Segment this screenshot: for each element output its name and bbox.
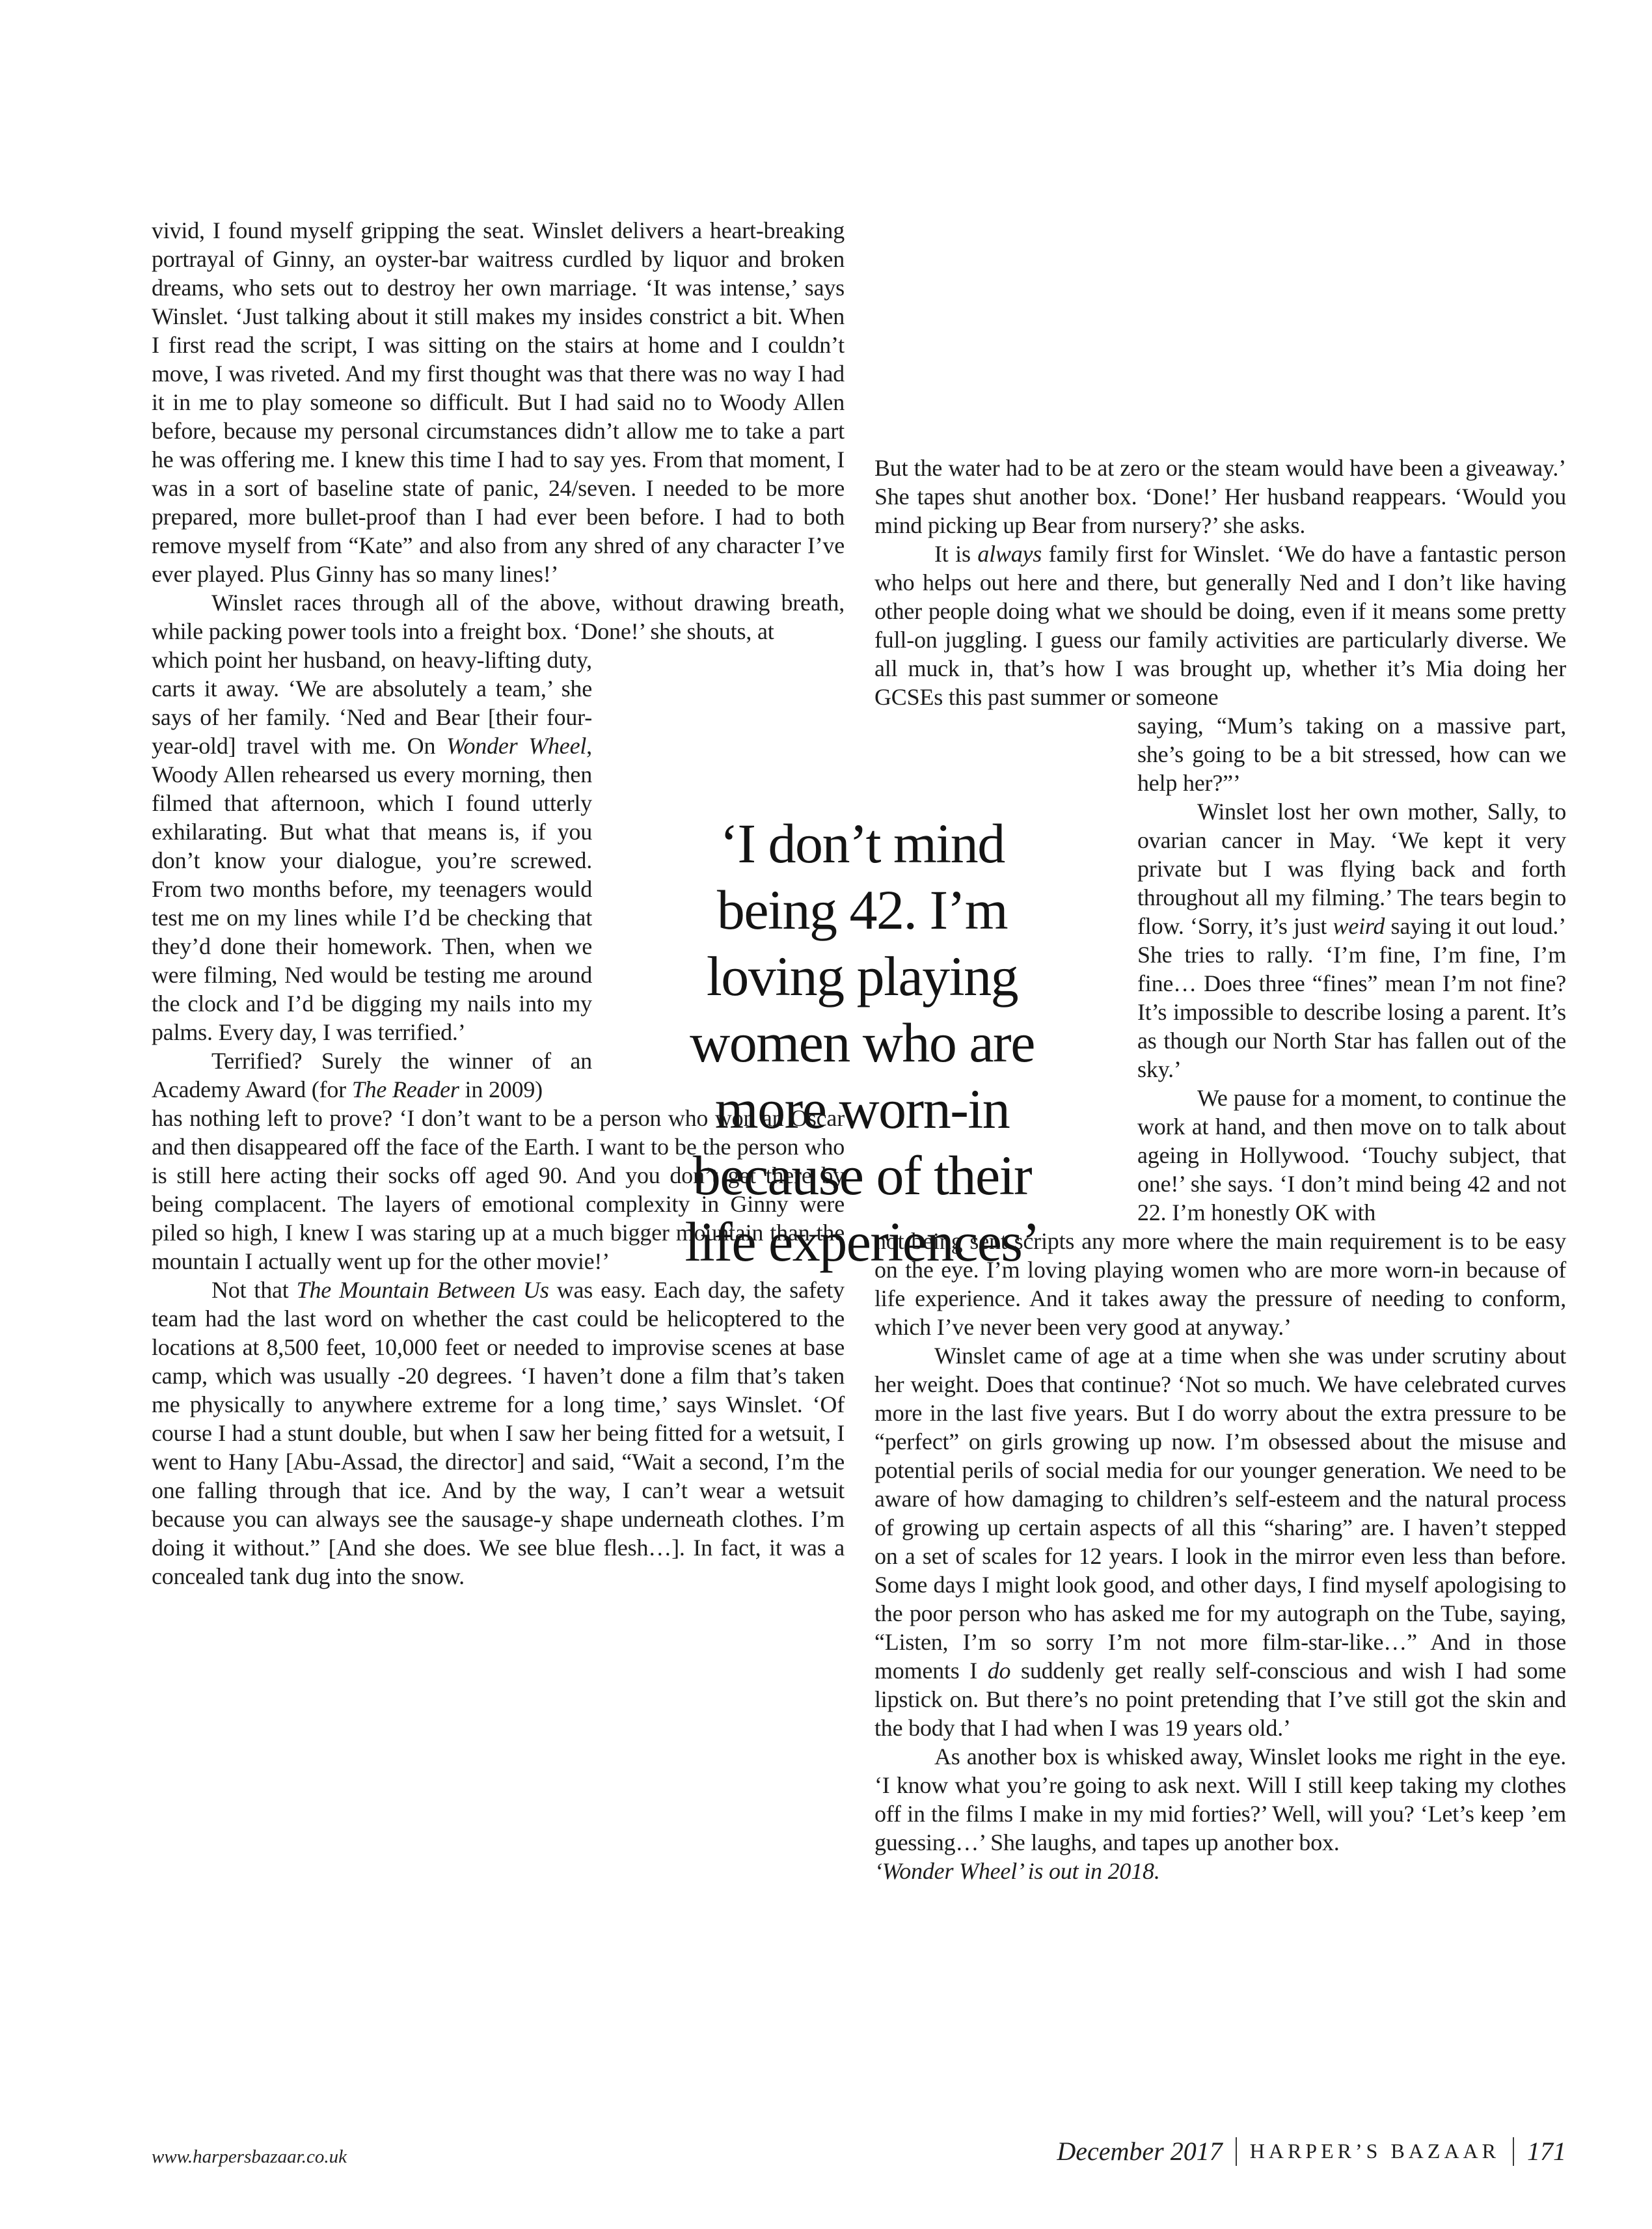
paragraph xyxy=(152,1276,845,1591)
text-run: weird xyxy=(1333,913,1385,939)
right-column-top-block xyxy=(874,454,1566,711)
paragraph xyxy=(152,646,592,1046)
text-run: which point her husband, on heavy-lifting duty, carts it away. ‘We are absolutely a team,’ she says of her family. ‘Ned and Bear [their four-year-old] travel with me. On xyxy=(152,647,592,759)
pull-quote-line: being 42. I’m xyxy=(716,879,1008,941)
text-run: Wonder Wheel xyxy=(446,733,587,759)
paragraph xyxy=(874,454,1566,540)
footer-date: December 2017 xyxy=(1057,2137,1223,2166)
text-run: saying, “Mum’s taking on a massive part, she’s going to be a bit stressed, how can we help her?”’ xyxy=(1137,713,1566,796)
text-run: in 2009) xyxy=(459,1076,543,1102)
footer-separator xyxy=(1236,2137,1237,2166)
text-run: saying it out loud.’ She tries to rally. ‘I’m fine, I’m fine, I’m fine… Does three “fines” mean I’m not fine? It’s impossible to describe losing a parent. It’s as though our North Star has fallen out of the sky.’ xyxy=(1137,913,1566,1082)
left-column-narrow-block xyxy=(152,646,592,1104)
text-run: We pause for a moment, to continue the work at hand, and then move on to talk about ageing in Hollywood. ‘Touchy subject, that one!’ she says. ‘I don’t mind being 42 and not 22. I’m honestly OK with xyxy=(1137,1085,1566,1225)
paragraph xyxy=(874,1341,1566,1742)
text-run: was easy. Each day, the safety team had the last word on whether the cast could be helicoptered to the locations at 8,500 feet, 10,000 feet or needed to improvise scenes at base camp, which was usually -20 degrees. ‘I haven’t done a film that’s taken me physically to anywhere extreme for a long time,’ says Winslet. ‘Of course I had a stunt double, but when I saw her being fitted for a wetsuit, I went to Hany [Abu-Assad, the director] and said, “Wait a second, I’m the one falling through that ice. And by the way, I can’t wear a wetsuit because you can always see the sausage-y shape underneath clothes. I’m doing it without.” [And she does. We see blue flesh…]. In fact, it was a concealed tank dug into the snow. xyxy=(152,1277,845,1589)
text-run: family first for Winslet. ‘We do have a fantastic person who helps out here and there, but generally Ned and I don’t like having other people doing what we should be doing, even if it means some pretty full-on juggling. I guess our family activities are particularly diverse. We all muck in, that’s how I was brought up, whether it’s Mia doing her GCSEs this past summer or someone xyxy=(874,541,1566,710)
pull-quote-line: loving playing xyxy=(706,945,1018,1007)
paragraph xyxy=(1137,711,1566,797)
text-run: suddenly get really self-conscious and wish I had some lipstick on. But there’s no point pretending that I’ve still got the skin and the body that I had when I was 19 years old.’ xyxy=(874,1658,1567,1741)
pull-quote xyxy=(642,810,1082,1275)
footer-separator xyxy=(1513,2137,1514,2166)
text-run: As another box is whisked away, Winslet looks me right in the eye. ‘I know what you’re going to ask next. Will I still keep taking my clothes off in the films I make in my mid forties?’ Well, will you? ‘Let’s keep ’em guessing…’ She laughs, and tapes up another box. xyxy=(874,1744,1566,1855)
paragraph xyxy=(874,540,1566,711)
text-run: Terrified? Surely the winner of an Academy Award (for xyxy=(152,1048,592,1102)
text-run: ‘Wonder Wheel’ is out in 2018. xyxy=(874,1858,1160,1884)
text-run: always xyxy=(977,541,1042,567)
footer-credit xyxy=(1057,2136,1566,2167)
text-run: But the water had to be at zero or the steam would have been a giveaway.’ She tapes shut another box. ‘Done!’ Her husband reappears. ‘Would you mind picking up Bear from nursery?’ she asks. xyxy=(874,455,1566,538)
footer-site-url: www.harpersbazaar.co.uk xyxy=(152,2146,347,2167)
paragraph xyxy=(152,1046,592,1104)
text-run: Not that xyxy=(211,1277,297,1303)
footer-brand: HARPER’S BAZAAR xyxy=(1249,2139,1500,2163)
text-run: It is xyxy=(934,541,978,567)
text-run: The Reader xyxy=(351,1076,459,1102)
text-run: not being sent scripts any more where the main requirement is to be easy on the eye. I’m loving playing women who are more worn-in because of life experience. And it takes away the pressure of needing to conform, which I’ve never been very good at anyway.’ xyxy=(874,1228,1566,1340)
paragraph xyxy=(152,588,845,646)
left-column-top-block xyxy=(152,216,845,646)
text-run: vivid, I found myself gripping the seat. Winslet delivers a heart-breaking portrayal of Ginny, an oyster-bar waitress curdled by liquor and broken dreams, who sets out to destroy her own marriage. ‘It was intense,’ says Winslet. ‘Just talking about it still makes my insides constrict a bit. When I first read the script, I was sitting on the stairs at home and I couldn’t move, I was riveted. And my first thought was that there was no way I had it in me to play someone so difficult. But I had said no to Woody Allen before, because my personal circumstances didn’t allow me to take a part he was offering me. I knew this time I had to say yes. From that moment, I was in a sort of baseline state of panic, 24/seven. I needed to be more prepared, more bullet-proof than I had ever been before. I had to both remove myself from “Kate” and also from any shred of any character I’ve ever played. Plus Ginny has so many lines!’ xyxy=(152,217,845,587)
footer-page-number: 171 xyxy=(1527,2137,1566,2166)
right-column-bottom-block xyxy=(874,1227,1566,1885)
pull-quote-line: because of their xyxy=(692,1144,1032,1207)
pull-quote-line: women who are xyxy=(690,1011,1035,1074)
text-run: has nothing left to prove? ‘I don’t want to be a person who won an Oscar and then disappeared off the face of the Earth. I want to be the person who is still here acting their socks off aged 90. And you don’t get there by being complacent. The layers of emotional complexity in Ginny were piled so high, I knew I was staring up at a much bigger mountain than the mountain I actually went up for the other movie!’ xyxy=(152,1105,845,1274)
paragraph xyxy=(874,1857,1566,1885)
text-run: Winslet races through all of the above, without drawing breath, while packing power tools into a freight box. ‘Done!’ she shouts, at xyxy=(152,590,845,644)
text-run: , Woody Allen rehearsed us every morning, then filmed that afternoon, which I found utterly exhilarating. But what that means is, if you don’t know your dialogue, you’re screwed. From two months before, my teenagers would test me on my lines while I’d be checking that they’d done their homework. Then, when we were filming, Ned would be testing me around the clock and I’d be digging my nails into my palms. Every day, I was terrified.’ xyxy=(152,733,592,1045)
paragraph xyxy=(1137,1084,1566,1227)
right-column-narrow-block xyxy=(1137,711,1566,1227)
paragraph xyxy=(1137,797,1566,1084)
pull-quote-line: more worn-in xyxy=(714,1078,1010,1140)
text-run: The Mountain Between Us xyxy=(296,1277,549,1303)
paragraph xyxy=(874,1742,1566,1857)
text-run: do xyxy=(987,1658,1011,1684)
pull-quote-line: life experiences’ xyxy=(684,1210,1040,1273)
text-run: Winslet came of age at a time when she was under scrutiny about her weight. Does that continue? ‘Not so much. We have celebrated curves more in the last five years. But I do worry about the extra pressure to be “perfect” on girls growing up now. I’m obsessed about the misuse and potential perils of social media for our younger generation. We need to be aware of how damaging to children’s self-esteem and the natural process of growing up certain aspects of all this “sharing” are. I haven’t stepped on a set of scales for 12 years. I look in the mirror even less than before. Some days I might look good, and other days, I find myself apologising to the poor person who has asked me for my autograph on the Tube, saying, “Listen, I’m so sorry I’m not more film-star-like…” And in those moments I xyxy=(874,1343,1566,1684)
paragraph xyxy=(152,216,845,588)
pull-quote-line: ‘I don’t mind xyxy=(720,812,1005,875)
text-run: Winslet lost her own mother, Sally, to ovarian cancer in May. ‘We kept it very private but I was flying back and forth throughout all my filming.’ The tears begin to flow. ‘Sorry, it’s just xyxy=(1137,799,1566,939)
